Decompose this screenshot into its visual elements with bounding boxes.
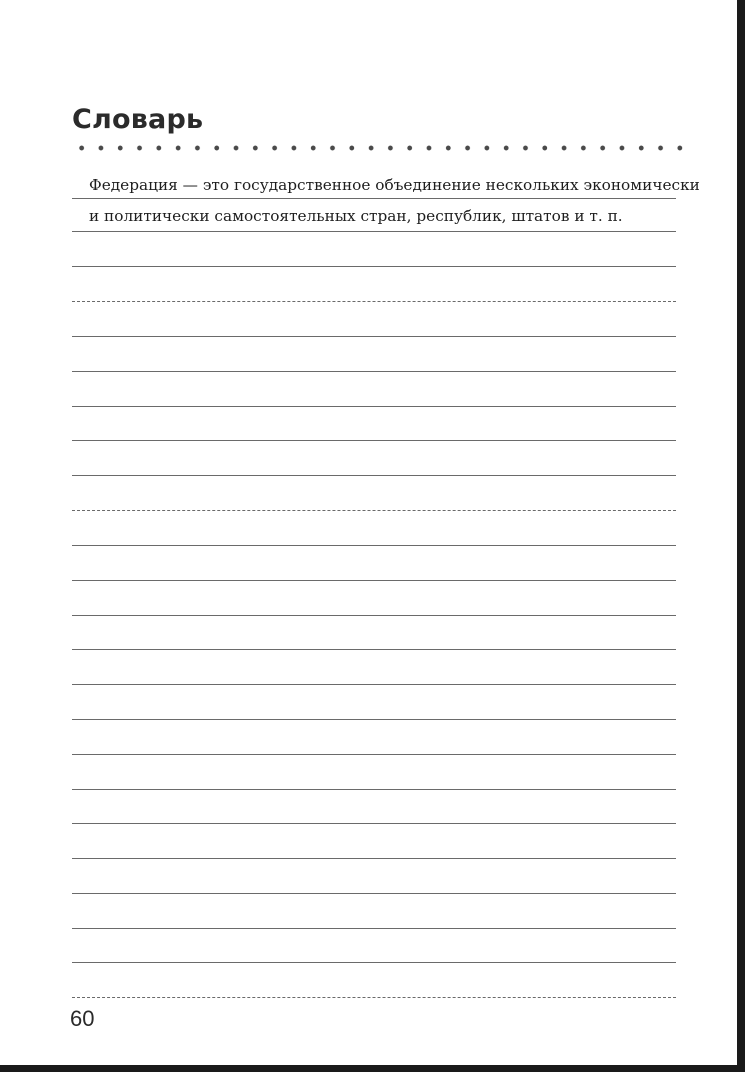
writing-rule [72,858,676,859]
writing-rule [72,336,676,337]
writing-rule [72,754,676,755]
writing-rule [72,615,676,616]
writing-rule [72,475,676,476]
page-heading: Словарь [72,104,204,135]
writing-rule [72,580,676,581]
writing-rule [72,928,676,929]
writing-rule [72,649,676,650]
writing-rule [72,231,676,232]
writing-rule [72,823,676,824]
writing-rule [72,406,676,407]
definition-line-1: Федерация — это государственное объединение нескольких экономически [89,176,700,194]
writing-rule [72,893,676,894]
writing-rule [72,545,676,546]
writing-rule [72,371,676,372]
definition-line-2: и политически самостоятельных стран, республик, штатов и т. п. [89,207,623,225]
writing-rule [72,510,676,511]
writing-rule [72,266,676,267]
writing-rule [72,684,676,685]
writing-rule [72,440,676,441]
page-number: 60 [70,1006,95,1031]
writing-rule [72,301,676,302]
writing-rule [72,719,676,720]
writing-rule [72,198,676,199]
writing-rule [72,789,676,790]
writing-rule [72,997,676,998]
dotted-divider [72,143,688,153]
writing-rule [72,962,676,963]
